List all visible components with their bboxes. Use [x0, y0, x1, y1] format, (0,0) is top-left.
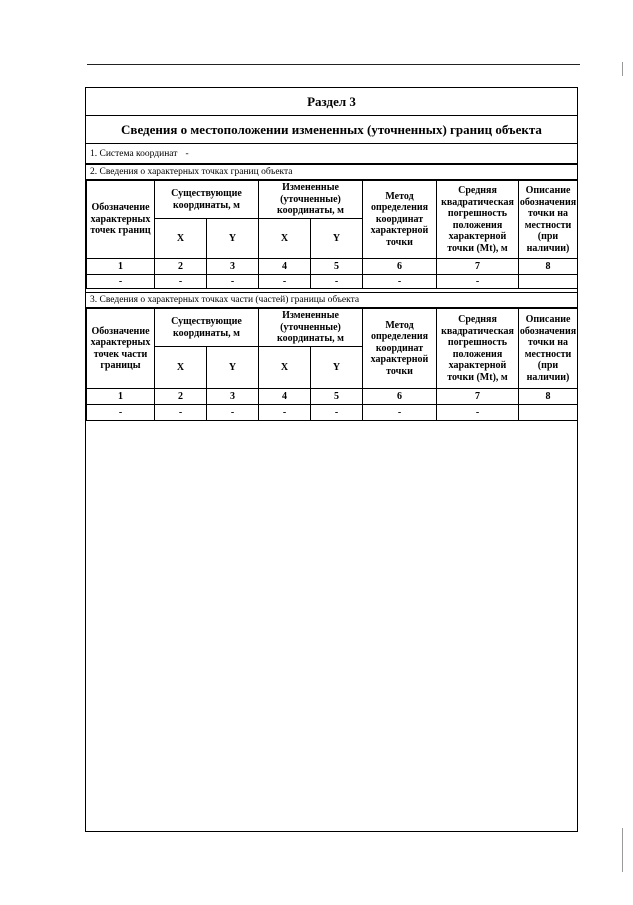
table1-col-number: 3 [207, 259, 259, 275]
table1-header-method: Метод определения координат характерной точки [363, 181, 437, 259]
table2-col-number: 2 [155, 389, 207, 405]
table1-cell [519, 275, 578, 289]
table2-header-y-changed: Y [311, 347, 363, 389]
table1-cell: - [363, 275, 437, 289]
table1-col-number: 5 [311, 259, 363, 275]
table1-header-description: Описание обозначения точки на местности (при наличии) [519, 181, 578, 259]
top-rule [87, 64, 580, 65]
table1-boundary-points [86, 180, 578, 289]
table1-header-accuracy: Средняя квадратическая погрешность положения характерной точки (Mt), м [437, 181, 519, 259]
table2-cell: - [207, 405, 259, 421]
table1-col-number: 1 [87, 259, 155, 275]
table1-col-number: 7 [437, 259, 519, 275]
table1-header-designation: Обозначение характерных точек границ [87, 181, 155, 259]
coordinate-system-value: - [185, 148, 189, 159]
table2-cell: - [437, 405, 519, 421]
table2-cell: - [259, 405, 311, 421]
table2-col-number: 7 [437, 389, 519, 405]
table1-cell: - [87, 275, 155, 289]
section-title: Раздел 3 [86, 88, 577, 116]
table2-caption: 3. Сведения о характерных точках части (частей) границы объекта [86, 292, 577, 308]
table1-header-x-existing: X [155, 219, 207, 259]
table2-header-existing: Существующие координаты, м [155, 309, 259, 347]
table2-header-x-existing: X [155, 347, 207, 389]
margin-mark [622, 62, 623, 76]
table1-col-number: 2 [155, 259, 207, 275]
table2-cell: - [155, 405, 207, 421]
table2-header-method: Метод определения координат характерной точки [363, 309, 437, 389]
table-row [87, 275, 578, 289]
coordinate-system-label: 1. Система координат [90, 148, 178, 159]
table2-col-number: 3 [207, 389, 259, 405]
table1-cell: - [437, 275, 519, 289]
table2-header-changed: Измененные (уточненные) координаты, м [259, 309, 363, 347]
table2-cell: - [87, 405, 155, 421]
table1-cell: - [155, 275, 207, 289]
table-row [87, 405, 578, 421]
table2-cell: - [363, 405, 437, 421]
table2-col-number: 5 [311, 389, 363, 405]
table2-header-x-changed: X [259, 347, 311, 389]
table2-header-y-existing: Y [207, 347, 259, 389]
table1-cell: - [207, 275, 259, 289]
table1-col-number: 4 [259, 259, 311, 275]
table1-header-y-changed: Y [311, 219, 363, 259]
table2-cell [519, 405, 578, 421]
table2-number-row [87, 389, 578, 405]
table1-col-number: 6 [363, 259, 437, 275]
table2-col-number: 1 [87, 389, 155, 405]
table2-cell: - [311, 405, 363, 421]
table2-header-designation: Обозначение характерных точек части границы [87, 309, 155, 389]
table1-number-row [87, 259, 578, 275]
table1-header-existing: Существующие координаты, м [155, 181, 259, 219]
margin-mark [622, 828, 623, 872]
table1-header-changed: Измененные (уточненные) координаты, м [259, 181, 363, 219]
table1-col-number: 8 [519, 259, 578, 275]
table2-header-accuracy: Средняя квадратическая погрешность положения характерной точки (Mt), м [437, 309, 519, 389]
table2-header-description: Описание обозначения точки на местности (при наличии) [519, 309, 578, 389]
table1-cell: - [311, 275, 363, 289]
table1-caption: 2. Сведения о характерных точках границ объекта [86, 164, 577, 180]
table2-col-number: 4 [259, 389, 311, 405]
table2-col-number: 6 [363, 389, 437, 405]
table2-part-boundary-points [86, 308, 578, 421]
table1-header-y-existing: Y [207, 219, 259, 259]
table2-col-number: 8 [519, 389, 578, 405]
section-subtitle: Сведения о местоположении измененных (уточненных) границ объекта [86, 116, 577, 144]
coordinate-system-line [86, 144, 577, 164]
table1-cell: - [259, 275, 311, 289]
table1-header-x-changed: X [259, 219, 311, 259]
